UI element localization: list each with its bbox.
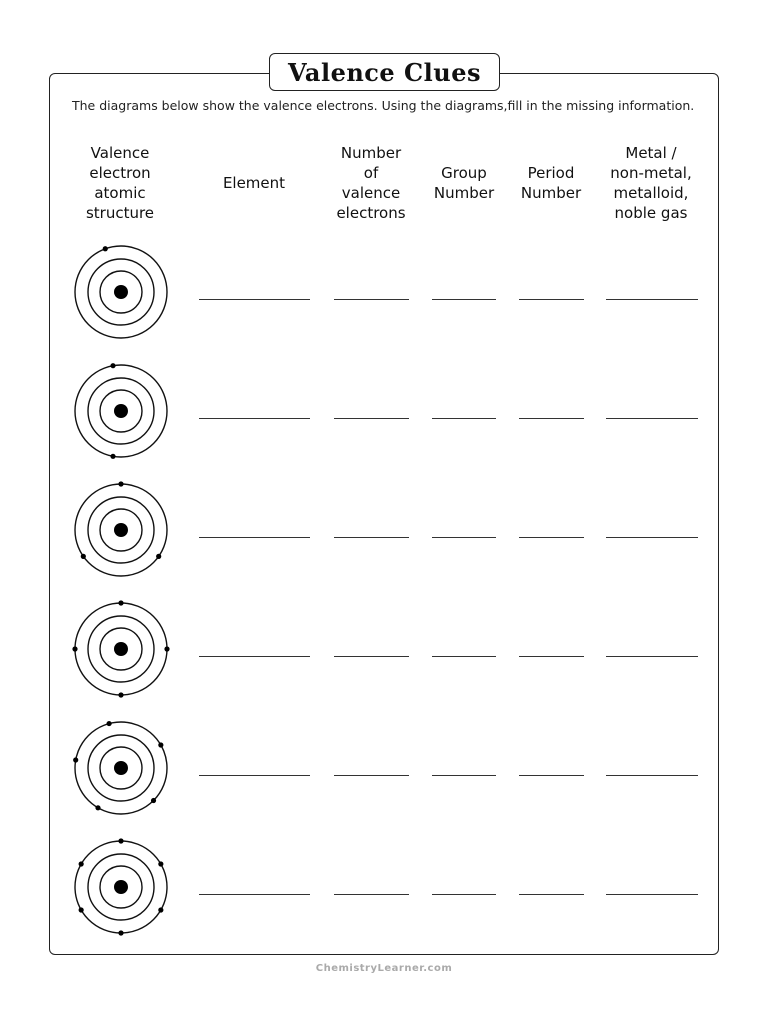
- valence-electron: [118, 692, 123, 697]
- answer-blank-element[interactable]: [199, 656, 310, 657]
- header-valence-electrons: Number of valence electrons: [336, 144, 406, 222]
- nucleus: [114, 880, 128, 894]
- atom-diagram: [71, 361, 171, 461]
- answer-blank-valence-count[interactable]: [334, 537, 409, 538]
- question-row: [0, 480, 768, 580]
- valence-electron: [106, 721, 111, 726]
- valence-electron: [151, 798, 156, 803]
- header-period-number: Period Number: [520, 164, 582, 202]
- nucleus: [114, 285, 128, 299]
- answer-blank-element[interactable]: [199, 418, 310, 419]
- answer-blank-valence-count[interactable]: [334, 656, 409, 657]
- answer-blank-period[interactable]: [519, 299, 584, 300]
- answer-blank-element[interactable]: [199, 299, 310, 300]
- answer-blank-classification[interactable]: [606, 656, 698, 657]
- question-row: [0, 718, 768, 818]
- answer-blank-group[interactable]: [432, 894, 496, 895]
- answer-blank-group[interactable]: [432, 418, 496, 419]
- answer-blank-period[interactable]: [519, 418, 584, 419]
- header-classification: Metal / non-metal, metalloid, noble gas: [610, 144, 692, 222]
- atom-diagram: [71, 718, 171, 818]
- answer-blank-group[interactable]: [432, 775, 496, 776]
- valence-electron: [95, 805, 100, 810]
- answer-blank-element[interactable]: [199, 537, 310, 538]
- answer-blank-valence-count[interactable]: [334, 299, 409, 300]
- valence-electron: [164, 646, 169, 651]
- valence-electron: [118, 481, 123, 486]
- answer-blank-group[interactable]: [432, 537, 496, 538]
- page-title: Valence Clues: [288, 57, 481, 87]
- atom-diagram: [71, 242, 171, 342]
- footer-credit: ChemistryLearner.com: [315, 963, 453, 974]
- nucleus: [114, 642, 128, 656]
- valence-electron: [81, 554, 86, 559]
- valence-electron: [118, 600, 123, 605]
- question-row: [0, 837, 768, 937]
- valence-electron: [110, 454, 115, 459]
- valence-electron: [73, 757, 78, 762]
- answer-blank-period[interactable]: [519, 775, 584, 776]
- valence-electron: [79, 907, 84, 912]
- answer-blank-period[interactable]: [519, 656, 584, 657]
- valence-electron: [103, 246, 108, 251]
- answer-blank-valence-count[interactable]: [334, 894, 409, 895]
- question-row: [0, 361, 768, 461]
- answer-blank-period[interactable]: [519, 537, 584, 538]
- answer-blank-period[interactable]: [519, 894, 584, 895]
- atom-diagram: [71, 837, 171, 937]
- question-row: [0, 599, 768, 699]
- valence-electron: [158, 861, 163, 866]
- valence-electron: [156, 554, 161, 559]
- answer-blank-valence-count[interactable]: [334, 418, 409, 419]
- header-element: Element: [222, 174, 286, 192]
- nucleus: [114, 761, 128, 775]
- atom-diagram: [71, 480, 171, 580]
- valence-electron: [158, 742, 163, 747]
- nucleus: [114, 404, 128, 418]
- valence-electron: [118, 838, 123, 843]
- valence-electron: [79, 861, 84, 866]
- answer-blank-element[interactable]: [199, 775, 310, 776]
- answer-blank-group[interactable]: [432, 656, 496, 657]
- instructions: The diagrams below show the valence electrons. Using the diagrams,fill in the missing information.: [72, 98, 695, 113]
- answer-blank-valence-count[interactable]: [334, 775, 409, 776]
- valence-electron: [110, 363, 115, 368]
- valence-electron: [158, 907, 163, 912]
- answer-blank-classification[interactable]: [606, 894, 698, 895]
- valence-electron: [118, 930, 123, 935]
- question-row: [0, 242, 768, 342]
- atom-diagram: [71, 599, 171, 699]
- answer-blank-element[interactable]: [199, 894, 310, 895]
- answer-blank-classification[interactable]: [606, 537, 698, 538]
- header-structure: Valence electron atomic structure: [85, 144, 155, 222]
- header-group-number: Group Number: [433, 164, 495, 202]
- answer-blank-classification[interactable]: [606, 418, 698, 419]
- title-box: [269, 53, 500, 91]
- nucleus: [114, 523, 128, 537]
- valence-electron: [72, 646, 77, 651]
- answer-blank-classification[interactable]: [606, 299, 698, 300]
- answer-blank-classification[interactable]: [606, 775, 698, 776]
- answer-blank-group[interactable]: [432, 299, 496, 300]
